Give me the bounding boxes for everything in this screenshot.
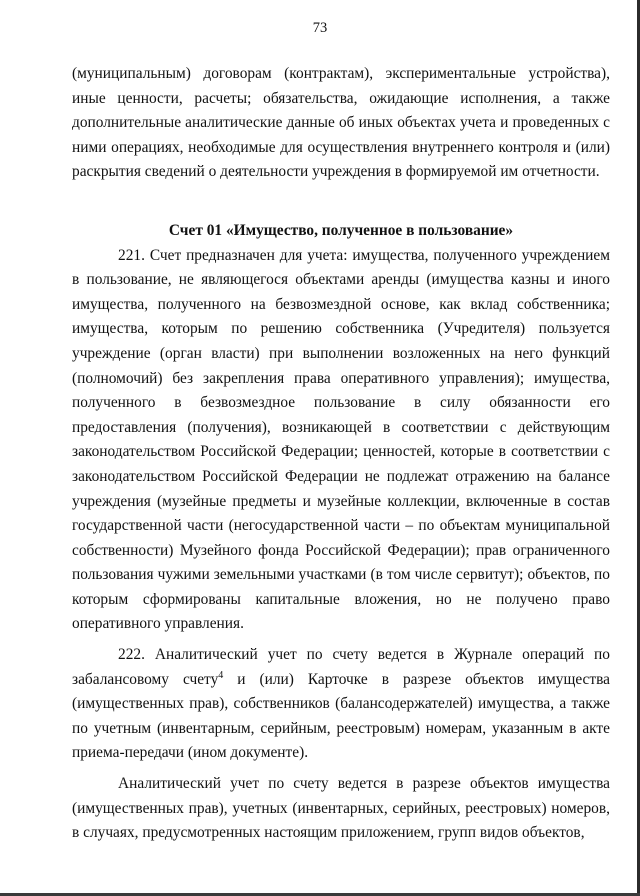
paragraph-continuation: (муниципальным) договорам (контрактам), экспериментальные устройства), иные ценности, расчеты; обязательства, ожидающие исполнения, а также дополнительные аналитические данные об иных объектах учета и проведенных с ними операциях, необходимые для осуществления внутреннего контроля и (или) раскрытия сведений о деятельности учреждения в формируемой им отчетности.	[72, 65, 610, 181]
page-number: 73	[312, 20, 328, 36]
paragraph-analytics: Аналитический учет по счету ведется в разрезе объектов имущества (имущественных прав), учетных (инвентарных, серийных, реестровых) номеров, в случаях, предусмотренных настоящим приложением, групп видов объектов,	[72, 775, 610, 842]
paragraph-221: 221. Счет предназначен для учета: имущества, полученного учреждением в пользование, не являющегося объектами аренды (имущества казны и иного имущества, полученного на безвозмездной основе, как вклад собственника; имущества, которым по решению собственника (Учредителя) пользуется учреждение (орган власти) при выполнении возложенных на него функций (полномочий) без закрепления права оперативного управления); имущества, полученного в безвозмездное пользование в силу обязанности его предоставления (получения), возникающей в соответствии с действующим законодательством Российской Федерации; ценностей, которые в соответствии с законодательством Российской Федерации не подлежат отражению на балансе учреждения (музейные предметы и музейные коллекции, включенные в состав государственной части (негосударственной части – по объектам муниципальной собственности) Музейного фонда Российской Федерации); прав ограниченного пользования чужими земельными участками (в том числе сервитут); объектов, по которым сформированы капитальные вложения, но не получено право оперативного управления.	[72, 246, 610, 633]
footnote-marker: 4	[218, 669, 224, 681]
document-body	[72, 62, 610, 846]
paragraph-222	[72, 643, 610, 766]
paragraph-222-text-start: 222. Аналитический учет по счету ведется в Журнале операций по забалансовому счету	[72, 646, 610, 688]
section-heading: Счет 01 «Имущество, полученное в пользование»	[168, 221, 514, 239]
paragraph-222-text-end: и (или) Карточке в разрезе объектов имущества (имущественных прав), собственников (балансодержателей) имущества, а также по учетным (инвентарным, серийным, реестровым) номерам, указанным в акте приема-передачи (ином документе).	[72, 670, 611, 762]
